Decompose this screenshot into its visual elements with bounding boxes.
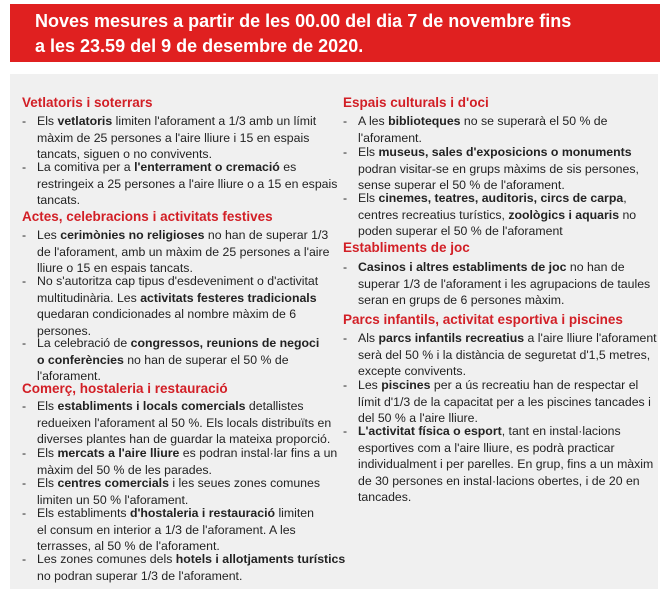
list-item: - Als parcs infantils recreatius a l'aire lliure l'aforament serà del 50 % i la distància de seguretat d'1,5 metres, excepte convivents. xyxy=(343,331,657,379)
header-title-line-1: Noves mesures a partir de les 00.00 del dia 7 de novembre fins xyxy=(35,11,572,31)
list-item: - Els museus, sales d'exposicions o monuments podran visitar-se en grups màxims de sis persones, sense superar el 50 % de l'aforament. xyxy=(343,145,639,193)
section-title-vetlatoris: Vetlatoris i soterrars xyxy=(22,95,153,110)
list-item: - Els centres comercials i les seues zones comunes limiten un 50 % l'aforament. xyxy=(22,476,320,507)
section-title-espais-culturals: Espais culturals i d'oci xyxy=(343,95,489,110)
content-panel xyxy=(10,74,658,589)
list-item: - Les piscines per a ús recreatiu han de respectar el límit d'1/3 de la capacitat per a les piscines tancades i del 50 % a l'aire lliure. xyxy=(343,378,651,426)
list-item: - Els cinemes, teatres, auditoris, circs de carpa, centres recreatius turístics, zoològics i aquaris no poden superar el 50 % de l'aforament xyxy=(343,191,637,239)
section-title-actes: Actes, celebracions i activitats festives xyxy=(22,209,273,224)
list-item: - No s'autoritza cap tipus d'esdeveniment o d'activitat multitudinària. Les activitats festeres tradicionals quedaran condicionades al nombre màxim de 6 persones. xyxy=(22,274,319,338)
section-title-comerc: Comerç, hostaleria i restauració xyxy=(22,381,228,396)
list-item: - La comitiva per a l'enterrament o cremació es restringeix a 25 persones a l'aire lliure o a 15 en espais tancats. xyxy=(22,160,338,208)
list-item: - Els establiments i locals comercials detallistes redueixen l'aforament al 50 %. Els locals distribuïts en diverses plantes han de guardar la mateixa proporció. xyxy=(22,399,332,447)
list-item: - L'activitat física o esport, tant en instal·lacions esportives com a l'aire lliure, es podrà practicar individualment i per parelles. En grup, fins a un màxim de 30 persones en instal·lacions obertes, i de 20 en tancades. xyxy=(343,424,654,505)
list-item: - La celebració de congressos, reunions de negoci o conferències no han de superar el 50 % de l'aforament. xyxy=(22,336,320,384)
list-item: - Les zones comunes dels hotels i allotjaments turístics no podran superar 1/3 de l'aforament. xyxy=(22,552,346,583)
section-title-establiments-joc: Establiments de joc xyxy=(343,240,470,255)
list-item: - A les biblioteques no se superarà el 50 % de l'aforament. xyxy=(343,114,608,145)
section-title-parcs: Parcs infantils, activitat esportiva i piscines xyxy=(343,312,623,327)
header-banner xyxy=(10,4,660,62)
list-item: - Casinos i altres establiments de joc no han de superar 1/3 de l'aforament i les agrupacions de taules seran en grups de 6 persones màxim. xyxy=(343,260,651,308)
list-item: - Els establiments d'hostaleria i restauració limiten el consum en interior a 1/3 de l'aforament. A les terrasses, al 50 % de l'aforament. xyxy=(22,506,314,554)
list-item: - Els vetlatoris limiten l'aforament a 1/3 amb un límit màxim de 25 persones a l'aire lliure i 15 en espais tancats, siguen o no convivents. xyxy=(22,114,317,162)
header-title-line-2: a les 23.59 del 9 de desembre de 2020. xyxy=(35,36,364,56)
list-item: - Les cerimònies no religioses no han de superar 1/3 de l'aforament, amb un màxim de 25 persones a l'aire lliure o 15 en espais tancats. xyxy=(22,228,330,276)
list-item: - Els mercats a l'aire lliure es podran instal·lar fins a un màxim del 50 % de les parades. xyxy=(22,446,338,477)
